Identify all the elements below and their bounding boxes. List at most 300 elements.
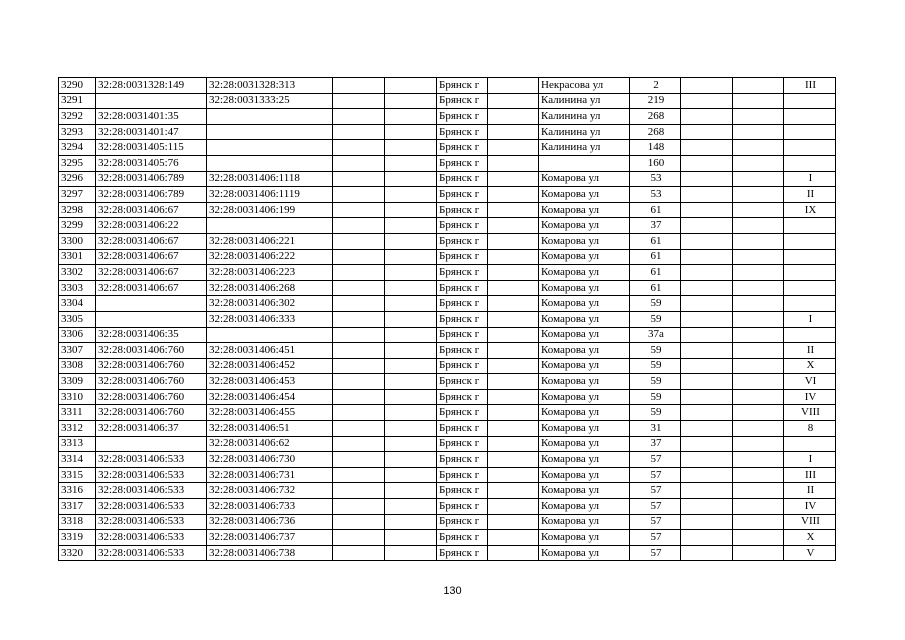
table-row xyxy=(59,421,836,437)
object-cadastral-number-cell: 32:28:0031406:199 xyxy=(207,202,333,218)
empty-cell xyxy=(385,327,437,343)
house-number-cell: 268 xyxy=(630,109,681,125)
row-number-cell: 3299 xyxy=(59,218,96,234)
house-number-cell: 53 xyxy=(630,187,681,203)
premises-number-cell: X xyxy=(784,358,836,374)
street-cell: Комарова ул xyxy=(539,374,630,390)
table-row xyxy=(59,218,836,234)
street-cell: Комарова ул xyxy=(539,296,630,312)
empty-cell xyxy=(333,171,385,187)
empty-cell xyxy=(681,327,733,343)
empty-cell xyxy=(733,140,784,156)
object-cadastral-number-cell: 32:28:0031406:454 xyxy=(207,389,333,405)
table-row xyxy=(59,343,836,359)
premises-number-cell xyxy=(784,233,836,249)
empty-cell xyxy=(681,93,733,109)
city-cell: Брянск г xyxy=(437,327,488,343)
empty-cell xyxy=(488,280,539,296)
land-cadastral-number-cell: 32:28:0031406:533 xyxy=(96,499,207,515)
empty-cell xyxy=(385,93,437,109)
row-number-cell: 3313 xyxy=(59,436,96,452)
empty-cell xyxy=(333,93,385,109)
city-cell: Брянск г xyxy=(437,405,488,421)
city-cell: Брянск г xyxy=(437,467,488,483)
table-row xyxy=(59,374,836,390)
empty-cell xyxy=(733,389,784,405)
empty-cell xyxy=(385,374,437,390)
empty-cell xyxy=(385,171,437,187)
table-row xyxy=(59,202,836,218)
empty-cell xyxy=(385,405,437,421)
empty-cell xyxy=(385,545,437,561)
premises-number-cell: X xyxy=(784,530,836,546)
empty-cell xyxy=(488,124,539,140)
land-cadastral-number-cell: 32:28:0031328:149 xyxy=(96,78,207,94)
empty-cell xyxy=(681,405,733,421)
empty-cell xyxy=(488,202,539,218)
row-number-cell: 3307 xyxy=(59,343,96,359)
premises-number-cell: IX xyxy=(784,202,836,218)
row-number-cell: 3295 xyxy=(59,155,96,171)
premises-number-cell xyxy=(784,124,836,140)
premises-number-cell: II xyxy=(784,343,836,359)
street-cell: Калинина ул xyxy=(539,124,630,140)
house-number-cell: 61 xyxy=(630,265,681,281)
empty-cell xyxy=(488,374,539,390)
object-cadastral-number-cell: 32:28:0031406:453 xyxy=(207,374,333,390)
empty-cell xyxy=(385,452,437,468)
empty-cell xyxy=(385,358,437,374)
empty-cell xyxy=(333,514,385,530)
land-cadastral-number-cell: 32:28:0031406:533 xyxy=(96,483,207,499)
empty-cell xyxy=(488,405,539,421)
row-number-cell: 3316 xyxy=(59,483,96,499)
city-cell: Брянск г xyxy=(437,499,488,515)
city-cell: Брянск г xyxy=(437,436,488,452)
empty-cell xyxy=(488,140,539,156)
street-cell: Комарова ул xyxy=(539,202,630,218)
house-number-cell: 57 xyxy=(630,483,681,499)
object-cadastral-number-cell: 32:28:0031406:738 xyxy=(207,545,333,561)
land-cadastral-number-cell: 32:28:0031401:47 xyxy=(96,124,207,140)
table-row xyxy=(59,467,836,483)
street-cell: Комарова ул xyxy=(539,530,630,546)
row-number-cell: 3310 xyxy=(59,389,96,405)
premises-number-cell xyxy=(784,296,836,312)
empty-cell xyxy=(385,530,437,546)
premises-number-cell xyxy=(784,155,836,171)
empty-cell xyxy=(385,389,437,405)
table-row xyxy=(59,436,836,452)
row-number-cell: 3301 xyxy=(59,249,96,265)
empty-cell xyxy=(681,358,733,374)
empty-cell xyxy=(733,358,784,374)
premises-number-cell xyxy=(784,140,836,156)
land-cadastral-number-cell: 32:28:0031406:789 xyxy=(96,171,207,187)
empty-cell xyxy=(681,140,733,156)
row-number-cell: 3293 xyxy=(59,124,96,140)
city-cell: Брянск г xyxy=(437,265,488,281)
object-cadastral-number-cell: 32:28:0031406:62 xyxy=(207,436,333,452)
empty-cell xyxy=(733,374,784,390)
empty-cell xyxy=(733,343,784,359)
house-number-cell: 59 xyxy=(630,343,681,359)
object-cadastral-number-cell: 32:28:0031406:268 xyxy=(207,280,333,296)
empty-cell xyxy=(681,124,733,140)
object-cadastral-number-cell: 32:28:0031406:222 xyxy=(207,249,333,265)
empty-cell xyxy=(488,155,539,171)
empty-cell xyxy=(488,452,539,468)
row-number-cell: 3311 xyxy=(59,405,96,421)
land-cadastral-number-cell: 32:28:0031406:67 xyxy=(96,280,207,296)
land-cadastral-number-cell: 32:28:0031406:789 xyxy=(96,187,207,203)
object-cadastral-number-cell: 32:28:0031406:736 xyxy=(207,514,333,530)
empty-cell xyxy=(733,421,784,437)
empty-cell xyxy=(488,218,539,234)
empty-cell xyxy=(333,311,385,327)
empty-cell xyxy=(733,467,784,483)
land-cadastral-number-cell: 32:28:0031405:115 xyxy=(96,140,207,156)
land-cadastral-number-cell: 32:28:0031406:37 xyxy=(96,421,207,437)
empty-cell xyxy=(488,545,539,561)
land-cadastral-number-cell: 32:28:0031406:67 xyxy=(96,265,207,281)
row-number-cell: 3306 xyxy=(59,327,96,343)
premises-number-cell xyxy=(784,249,836,265)
empty-cell xyxy=(488,389,539,405)
empty-cell xyxy=(733,155,784,171)
house-number-cell: 61 xyxy=(630,280,681,296)
land-cadastral-number-cell: 32:28:0031406:533 xyxy=(96,530,207,546)
empty-cell xyxy=(733,452,784,468)
row-number-cell: 3312 xyxy=(59,421,96,437)
table-row xyxy=(59,93,836,109)
table-row xyxy=(59,109,836,125)
empty-cell xyxy=(681,421,733,437)
premises-number-cell: IV xyxy=(784,389,836,405)
land-cadastral-number-cell xyxy=(96,311,207,327)
object-cadastral-number-cell xyxy=(207,140,333,156)
land-cadastral-number-cell: 32:28:0031406:67 xyxy=(96,202,207,218)
row-number-cell: 3291 xyxy=(59,93,96,109)
empty-cell xyxy=(681,467,733,483)
city-cell: Брянск г xyxy=(437,140,488,156)
empty-cell xyxy=(681,530,733,546)
land-cadastral-number-cell: 32:28:0031406:22 xyxy=(96,218,207,234)
street-cell: Комарова ул xyxy=(539,343,630,359)
city-cell: Брянск г xyxy=(437,155,488,171)
object-cadastral-number-cell: 32:28:0031406:455 xyxy=(207,405,333,421)
empty-cell xyxy=(733,530,784,546)
empty-cell xyxy=(488,233,539,249)
row-number-cell: 3298 xyxy=(59,202,96,218)
premises-number-cell: IV xyxy=(784,499,836,515)
city-cell: Брянск г xyxy=(437,280,488,296)
house-number-cell: 57 xyxy=(630,452,681,468)
empty-cell xyxy=(681,78,733,94)
house-number-cell: 148 xyxy=(630,140,681,156)
row-number-cell: 3305 xyxy=(59,311,96,327)
empty-cell xyxy=(333,483,385,499)
empty-cell xyxy=(681,436,733,452)
empty-cell xyxy=(385,109,437,125)
empty-cell xyxy=(488,530,539,546)
empty-cell xyxy=(333,249,385,265)
premises-number-cell: III xyxy=(784,467,836,483)
house-number-cell: 160 xyxy=(630,155,681,171)
page-number: 130 xyxy=(443,585,462,597)
land-cadastral-number-cell: 32:28:0031406:760 xyxy=(96,405,207,421)
empty-cell xyxy=(733,187,784,203)
table-row xyxy=(59,249,836,265)
empty-cell xyxy=(681,311,733,327)
city-cell: Брянск г xyxy=(437,343,488,359)
empty-cell xyxy=(385,296,437,312)
empty-cell xyxy=(333,499,385,515)
empty-cell xyxy=(488,483,539,499)
empty-cell xyxy=(733,109,784,125)
street-cell: Комарова ул xyxy=(539,327,630,343)
empty-cell xyxy=(488,187,539,203)
premises-number-cell: I xyxy=(784,311,836,327)
row-number-cell: 3318 xyxy=(59,514,96,530)
table-row xyxy=(59,452,836,468)
empty-cell xyxy=(333,405,385,421)
object-cadastral-number-cell xyxy=(207,124,333,140)
table-row xyxy=(59,171,836,187)
table-row xyxy=(59,265,836,281)
empty-cell xyxy=(333,296,385,312)
land-cadastral-number-cell: 32:28:0031406:533 xyxy=(96,514,207,530)
empty-cell xyxy=(733,545,784,561)
empty-cell xyxy=(385,343,437,359)
object-cadastral-number-cell xyxy=(207,109,333,125)
row-number-cell: 3297 xyxy=(59,187,96,203)
empty-cell xyxy=(333,140,385,156)
land-cadastral-number-cell: 32:28:0031406:35 xyxy=(96,327,207,343)
table-row xyxy=(59,514,836,530)
street-cell: Комарова ул xyxy=(539,514,630,530)
street-cell: Комарова ул xyxy=(539,421,630,437)
empty-cell xyxy=(333,233,385,249)
table-row xyxy=(59,296,836,312)
table-body xyxy=(59,78,836,561)
empty-cell xyxy=(488,249,539,265)
house-number-cell: 61 xyxy=(630,233,681,249)
table-row xyxy=(59,155,836,171)
city-cell: Брянск г xyxy=(437,514,488,530)
table-row xyxy=(59,78,836,94)
empty-cell xyxy=(733,93,784,109)
premises-number-cell: 8 xyxy=(784,421,836,437)
empty-cell xyxy=(333,202,385,218)
empty-cell xyxy=(488,514,539,530)
empty-cell xyxy=(681,296,733,312)
table-row xyxy=(59,499,836,515)
premises-number-cell: V xyxy=(784,545,836,561)
empty-cell xyxy=(385,311,437,327)
object-cadastral-number-cell: 32:28:0031406:223 xyxy=(207,265,333,281)
object-cadastral-number-cell: 32:28:0031406:733 xyxy=(207,499,333,515)
empty-cell xyxy=(733,327,784,343)
empty-cell xyxy=(733,249,784,265)
table-row xyxy=(59,389,836,405)
empty-cell xyxy=(333,265,385,281)
land-cadastral-number-cell: 32:28:0031406:760 xyxy=(96,389,207,405)
table-row xyxy=(59,280,836,296)
city-cell: Брянск г xyxy=(437,483,488,499)
street-cell: Комарова ул xyxy=(539,483,630,499)
table-row xyxy=(59,233,836,249)
premises-number-cell: III xyxy=(784,78,836,94)
object-cadastral-number-cell: 32:28:0031406:732 xyxy=(207,483,333,499)
street-cell: Комарова ул xyxy=(539,280,630,296)
object-cadastral-number-cell: 32:28:0031406:333 xyxy=(207,311,333,327)
city-cell: Брянск г xyxy=(437,202,488,218)
empty-cell xyxy=(681,499,733,515)
empty-cell xyxy=(733,171,784,187)
city-cell: Брянск г xyxy=(437,545,488,561)
land-cadastral-number-cell xyxy=(96,93,207,109)
table-row xyxy=(59,124,836,140)
empty-cell xyxy=(488,78,539,94)
empty-cell xyxy=(681,452,733,468)
house-number-cell: 268 xyxy=(630,124,681,140)
row-number-cell: 3296 xyxy=(59,171,96,187)
empty-cell xyxy=(385,499,437,515)
empty-cell xyxy=(733,514,784,530)
empty-cell xyxy=(333,421,385,437)
house-number-cell: 2 xyxy=(630,78,681,94)
empty-cell xyxy=(488,93,539,109)
object-cadastral-number-cell xyxy=(207,327,333,343)
house-number-cell: 59 xyxy=(630,296,681,312)
empty-cell xyxy=(385,436,437,452)
object-cadastral-number-cell xyxy=(207,218,333,234)
city-cell: Брянск г xyxy=(437,452,488,468)
empty-cell xyxy=(733,124,784,140)
house-number-cell: 219 xyxy=(630,93,681,109)
row-number-cell: 3308 xyxy=(59,358,96,374)
street-cell: Комарова ул xyxy=(539,249,630,265)
row-number-cell: 3309 xyxy=(59,374,96,390)
premises-number-cell xyxy=(784,327,836,343)
street-cell: Комарова ул xyxy=(539,467,630,483)
city-cell: Брянск г xyxy=(437,109,488,125)
land-cadastral-number-cell: 32:28:0031406:533 xyxy=(96,467,207,483)
city-cell: Брянск г xyxy=(437,374,488,390)
empty-cell xyxy=(733,78,784,94)
street-cell: Комарова ул xyxy=(539,389,630,405)
premises-number-cell xyxy=(784,265,836,281)
house-number-cell: 31 xyxy=(630,421,681,437)
premises-number-cell: II xyxy=(784,187,836,203)
row-number-cell: 3320 xyxy=(59,545,96,561)
empty-cell xyxy=(488,296,539,312)
house-number-cell: 57 xyxy=(630,514,681,530)
street-cell: Калинина ул xyxy=(539,93,630,109)
street-cell: Некрасова ул xyxy=(539,78,630,94)
empty-cell xyxy=(333,389,385,405)
object-cadastral-number-cell: 32:28:0031406:737 xyxy=(207,530,333,546)
empty-cell xyxy=(488,358,539,374)
city-cell: Брянск г xyxy=(437,93,488,109)
house-number-cell: 59 xyxy=(630,389,681,405)
table-row xyxy=(59,483,836,499)
empty-cell xyxy=(333,452,385,468)
house-number-cell: 37 xyxy=(630,218,681,234)
empty-cell xyxy=(333,358,385,374)
house-number-cell: 59 xyxy=(630,405,681,421)
object-cadastral-number-cell: 32:28:0031406:51 xyxy=(207,421,333,437)
empty-cell xyxy=(733,280,784,296)
premises-number-cell: VI xyxy=(784,374,836,390)
land-cadastral-number-cell xyxy=(96,296,207,312)
street-cell: Комарова ул xyxy=(539,452,630,468)
empty-cell xyxy=(488,109,539,125)
empty-cell xyxy=(681,343,733,359)
empty-cell xyxy=(681,187,733,203)
empty-cell xyxy=(488,499,539,515)
land-cadastral-number-cell: 32:28:0031406:533 xyxy=(96,452,207,468)
empty-cell xyxy=(733,233,784,249)
city-cell: Брянск г xyxy=(437,171,488,187)
empty-cell xyxy=(488,436,539,452)
empty-cell xyxy=(733,483,784,499)
row-number-cell: 3290 xyxy=(59,78,96,94)
premises-number-cell: I xyxy=(784,171,836,187)
city-cell: Брянск г xyxy=(437,389,488,405)
empty-cell xyxy=(488,343,539,359)
premises-number-cell xyxy=(784,109,836,125)
empty-cell xyxy=(333,327,385,343)
street-cell: Комарова ул xyxy=(539,499,630,515)
row-number-cell: 3319 xyxy=(59,530,96,546)
empty-cell xyxy=(333,280,385,296)
empty-cell xyxy=(333,109,385,125)
city-cell: Брянск г xyxy=(437,296,488,312)
empty-cell xyxy=(681,483,733,499)
empty-cell xyxy=(681,280,733,296)
table-row xyxy=(59,327,836,343)
object-cadastral-number-cell: 32:28:0031406:452 xyxy=(207,358,333,374)
object-cadastral-number-cell: 32:28:0031406:451 xyxy=(207,343,333,359)
object-cadastral-number-cell: 32:28:0031406:221 xyxy=(207,233,333,249)
street-cell: Комарова ул xyxy=(539,171,630,187)
empty-cell xyxy=(333,124,385,140)
empty-cell xyxy=(733,296,784,312)
empty-cell xyxy=(385,280,437,296)
premises-number-cell xyxy=(784,218,836,234)
table-row xyxy=(59,358,836,374)
city-cell: Брянск г xyxy=(437,358,488,374)
house-number-cell: 61 xyxy=(630,249,681,265)
object-cadastral-number-cell: 32:28:0031406:1118 xyxy=(207,171,333,187)
house-number-cell: 57 xyxy=(630,499,681,515)
street-cell: Комарова ул xyxy=(539,233,630,249)
empty-cell xyxy=(333,78,385,94)
empty-cell xyxy=(385,78,437,94)
table-row xyxy=(59,405,836,421)
empty-cell xyxy=(681,389,733,405)
empty-cell xyxy=(681,218,733,234)
empty-cell xyxy=(333,155,385,171)
street-cell: Калинина ул xyxy=(539,140,630,156)
land-cadastral-number-cell: 32:28:0031406:760 xyxy=(96,343,207,359)
table-row xyxy=(59,530,836,546)
empty-cell xyxy=(333,467,385,483)
street-cell xyxy=(539,155,630,171)
city-cell: Брянск г xyxy=(437,233,488,249)
